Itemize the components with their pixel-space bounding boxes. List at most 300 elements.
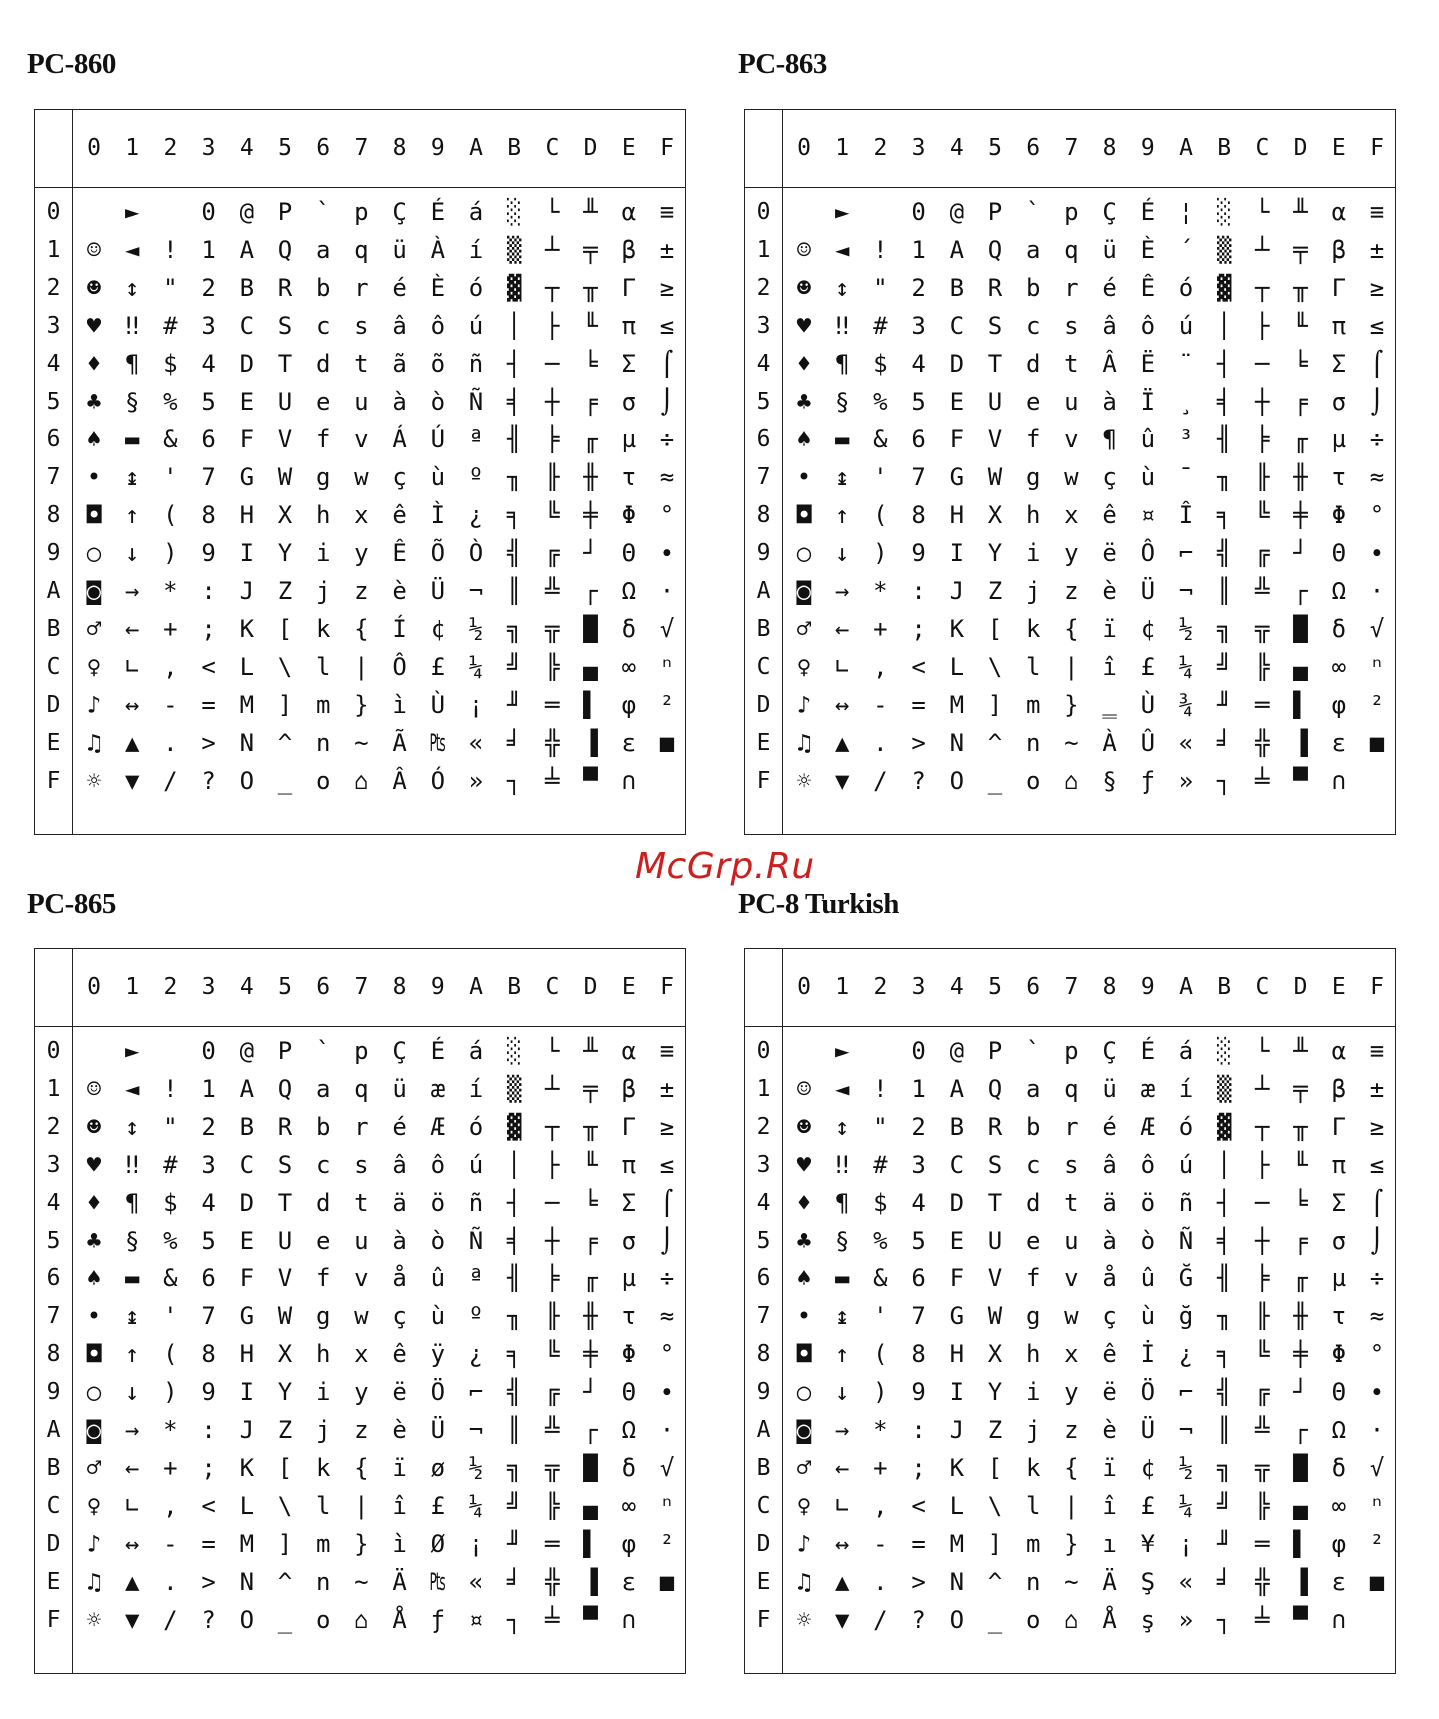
character-cell: S	[277, 311, 293, 340]
character-cell: •	[796, 1302, 812, 1331]
character-cell: \	[987, 652, 1003, 681]
character-cell: e	[1025, 1226, 1041, 1255]
character-cell: ◄	[834, 235, 850, 264]
character-cell: ı	[1102, 1529, 1117, 1558]
character-cell: ☼	[86, 766, 102, 795]
character-cell: V	[987, 1264, 1003, 1293]
character-cell: φ	[1331, 690, 1347, 719]
character-cell: ♥	[796, 1150, 812, 1179]
character-cell: ■	[1369, 1567, 1385, 1596]
character-cell: ⌐	[1178, 1378, 1194, 1407]
character-cell: ª	[468, 425, 484, 454]
character-cell: ì	[392, 1529, 407, 1558]
character-cell: q	[1064, 235, 1079, 264]
character-cell: q	[354, 1074, 369, 1103]
row-header: E	[756, 729, 771, 756]
character-cell: ╪	[1293, 1340, 1308, 1369]
character-cell: F	[239, 425, 255, 454]
row-header: 9	[756, 540, 771, 567]
character-cell: D	[239, 1188, 255, 1217]
character-cell: |	[1064, 652, 1079, 681]
character-cell: 5	[201, 387, 216, 416]
character-cell: Θ	[621, 1378, 637, 1407]
character-cell: d	[315, 349, 331, 378]
character-cell: \	[277, 652, 293, 681]
character-cell: á	[468, 198, 484, 226]
row-header: 1	[46, 236, 61, 263]
character-cell: y	[354, 539, 369, 568]
character-cell: ╤	[583, 235, 598, 264]
character-cell: ε	[1331, 1567, 1347, 1596]
character-cell: _	[277, 1605, 293, 1634]
row-header: C	[756, 653, 771, 680]
column-header: E	[1331, 135, 1346, 161]
character-cell: ^	[277, 1567, 293, 1596]
column-header: 6	[316, 135, 331, 161]
character-cell: ┘	[1293, 1378, 1308, 1407]
character-cell: '	[163, 1302, 178, 1331]
character-cell: ╠	[545, 1491, 560, 1520]
character-cell: X	[277, 1340, 293, 1369]
character-cell: Θ	[621, 539, 637, 568]
character-cell: Æ	[430, 1112, 446, 1141]
character-cell: ≤	[1369, 311, 1385, 340]
character-cell: /	[873, 1605, 888, 1634]
character-cell: g	[1025, 463, 1041, 492]
character-cell: Ã	[392, 728, 407, 757]
character-cell: →	[124, 577, 140, 605]
character-cell: Ù	[430, 690, 446, 719]
character-cell: Ä	[392, 1567, 407, 1596]
character-cell: σ	[1331, 1226, 1347, 1255]
character-cell: L	[949, 1491, 965, 1520]
character-cell: ☺	[796, 235, 812, 264]
character-cell: ·	[659, 577, 675, 605]
character-cell: ╪	[583, 1340, 598, 1369]
character-cell: ∙	[659, 539, 675, 568]
character-cell: l	[315, 652, 331, 681]
character-cell: t	[1064, 349, 1079, 378]
row-header: 6	[46, 426, 61, 453]
character-cell: )	[873, 1378, 888, 1407]
character-cell: ╜	[1216, 1529, 1232, 1558]
character-cell: ê	[392, 501, 407, 530]
character-cell: N	[949, 728, 965, 757]
character-cell: ç	[1102, 463, 1117, 492]
character-cell: ╛	[506, 1567, 522, 1596]
character-cell: (	[873, 1340, 888, 1369]
character-cell: ø	[430, 1453, 446, 1482]
character-cell: ö	[1140, 1188, 1156, 1217]
character-cell: P	[987, 1037, 1003, 1065]
character-cell: Ø	[430, 1529, 446, 1558]
character-cell: à	[1102, 387, 1117, 416]
character-cell: ²	[1369, 1529, 1385, 1558]
column-header: 1	[835, 135, 850, 161]
character-cell: Z	[277, 1416, 293, 1444]
character-cell: s	[1064, 311, 1079, 340]
character-cell: ¼	[1178, 652, 1194, 681]
character-cell: z	[354, 1416, 369, 1444]
character-cell: İ	[1140, 1340, 1156, 1369]
character-cell: â	[1102, 311, 1117, 340]
character-cell: ├	[545, 311, 560, 340]
row-header: A	[46, 578, 61, 604]
character-cell: ☺	[86, 235, 102, 264]
character-cell: α	[621, 1037, 637, 1065]
character-cell: |	[354, 652, 369, 681]
character-cell: ∟	[124, 652, 140, 681]
character-cell: ^	[987, 1567, 1003, 1596]
character-cell: t	[354, 349, 369, 378]
character-cell: ┴	[1255, 235, 1270, 264]
column-header: 7	[1064, 974, 1079, 1000]
character-cell: å	[1102, 1264, 1117, 1293]
character-cell: ╙	[583, 311, 598, 340]
character-cell: %	[163, 387, 178, 416]
column-header: C	[545, 135, 560, 161]
character-cell: Ò	[468, 539, 484, 568]
character-cell: ☼	[796, 766, 812, 795]
character-cell: ⌂	[354, 766, 369, 795]
character-cell: x	[354, 1340, 369, 1369]
character-cell: ÿ	[430, 1340, 446, 1369]
character-cell: _	[987, 1605, 1003, 1634]
character-cell: +	[163, 1453, 178, 1482]
character-cell: ■	[1369, 728, 1385, 757]
character-cell: Ç	[1102, 198, 1117, 226]
character-cell: È	[430, 273, 446, 302]
character-cell: Ş	[1140, 1567, 1156, 1596]
character-cell: ☺	[86, 1074, 102, 1103]
row-header: 7	[46, 1303, 61, 1330]
character-cell: ↑	[834, 1340, 850, 1369]
character-cell: ⁿ	[659, 1491, 675, 1520]
character-cell: â	[1102, 1150, 1117, 1179]
character-cell: ş	[1140, 1605, 1156, 1634]
character-cell: ▌	[1293, 1529, 1308, 1558]
character-cell: ═	[1255, 690, 1270, 719]
character-cell: ¼	[468, 652, 484, 681]
character-cell: ╪	[1293, 501, 1308, 530]
character-cell: ╚	[1255, 501, 1270, 530]
character-cell: n	[1025, 728, 1041, 757]
character-cell: V	[987, 425, 1003, 454]
character-cell: W	[987, 1302, 1003, 1331]
character-cell: σ	[1331, 387, 1347, 416]
character-cell: ⌐	[1178, 539, 1194, 568]
character-cell: ⌠	[1369, 1188, 1385, 1217]
character-cell: ⌡	[1369, 387, 1385, 416]
row-header: 1	[46, 1075, 61, 1102]
character-cell: Ç	[392, 1037, 407, 1065]
character-cell: 4	[201, 1188, 216, 1217]
character-cell: f	[1025, 425, 1041, 454]
column-header: 2	[873, 135, 888, 161]
character-cell: ╓	[1293, 1264, 1308, 1293]
character-cell: F	[949, 425, 965, 454]
character-cell: ù	[1140, 463, 1156, 492]
character-cell: e	[315, 1226, 331, 1255]
character-cell: X	[987, 1340, 1003, 1369]
character-cell: £	[430, 652, 446, 681]
character-cell: Á	[392, 425, 407, 454]
character-cell: 8	[911, 501, 926, 530]
character-cell: ╔	[545, 1378, 560, 1407]
character-cell: {	[354, 1453, 369, 1482]
character-cell: ▲	[124, 1567, 140, 1596]
character-cell: ñ	[1178, 1188, 1194, 1217]
character-cell: ☺	[796, 1074, 812, 1103]
character-cell: √	[659, 1453, 675, 1482]
character-cell: →	[834, 1416, 850, 1444]
character-cell: .	[163, 1567, 178, 1596]
character-cell: ┘	[583, 1378, 598, 1407]
character-cell: √	[1369, 614, 1385, 643]
row-header: D	[756, 1530, 771, 1557]
character-cell: •	[796, 463, 812, 492]
character-cell: ¡	[468, 690, 484, 719]
character-cell: ╛	[1216, 728, 1232, 757]
character-cell: É	[1140, 1037, 1156, 1065]
character-cell: ╧	[1255, 1605, 1270, 1634]
character-cell: b	[315, 273, 331, 302]
character-cell: µ	[621, 1264, 637, 1293]
character-cell: w	[354, 463, 369, 492]
column-header: 0	[87, 974, 101, 1000]
character-cell: ┤	[1216, 1188, 1232, 1217]
character-cell: ∙	[1369, 1378, 1385, 1407]
row-header: B	[46, 1454, 61, 1481]
character-cell: ‼	[834, 311, 850, 340]
character-cell: Y	[277, 1378, 293, 1407]
character-cell: ├	[545, 1150, 560, 1179]
character-cell: 4	[201, 349, 216, 378]
character-cell: ╞	[1255, 1264, 1270, 1293]
character-cell: 2	[201, 1112, 216, 1141]
character-cell: ┐	[506, 766, 522, 795]
character-cell: °	[659, 1340, 675, 1369]
character-cell: ╨	[583, 1037, 598, 1065]
column-header: C	[545, 974, 560, 1000]
character-cell: ▬	[124, 425, 140, 454]
character-cell: u	[354, 1226, 369, 1255]
code-table-pc8-turkish	[744, 948, 1396, 1674]
row-header: 2	[46, 1113, 61, 1140]
character-cell: ─	[1255, 349, 1270, 378]
character-cell: Å	[392, 1605, 407, 1634]
character-cell: _	[277, 766, 293, 795]
character-cell: û	[1140, 1264, 1156, 1293]
character-cell: │	[506, 1150, 522, 1179]
character-cell: ║	[506, 577, 522, 605]
character-cell: ▐	[1293, 728, 1308, 757]
character-cell: ╡	[506, 1226, 522, 1255]
character-cell: ∞	[1331, 652, 1347, 681]
character-cell: ┌	[583, 577, 598, 605]
character-cell: ▀	[1293, 1605, 1308, 1634]
character-cell: R	[987, 273, 1003, 302]
character-cell: ╖	[1216, 1302, 1232, 1331]
character-cell: ¶	[834, 1188, 850, 1217]
character-cell: é	[1102, 273, 1117, 302]
character-cell: Z	[987, 1416, 1003, 1444]
character-cell: ¬	[1178, 577, 1194, 605]
character-cell: V	[277, 1264, 293, 1293]
character-cell: ♀	[86, 1491, 102, 1520]
character-cell: 7	[911, 463, 926, 492]
character-cell: ┤	[506, 1188, 522, 1217]
character-cell: 1	[911, 1074, 926, 1103]
column-header: B	[507, 974, 522, 1000]
column-header: 7	[354, 135, 369, 161]
character-cell: ╗	[1216, 614, 1232, 643]
character-cell: └	[1255, 198, 1270, 226]
character-cell: f	[315, 425, 331, 454]
character-cell: ╢	[1216, 1264, 1232, 1293]
character-cell: *	[873, 1416, 888, 1444]
character-cell: f	[315, 1264, 331, 1293]
column-header: F	[660, 135, 674, 161]
character-cell: °	[1369, 1340, 1385, 1369]
row-header: 9	[46, 1379, 61, 1406]
character-cell: ∩	[1331, 766, 1347, 795]
character-cell: ?	[911, 766, 926, 795]
character-cell: ╣	[506, 1378, 522, 1407]
character-cell: É	[430, 198, 446, 226]
character-cell: ∞	[1331, 1491, 1347, 1520]
character-cell: 7	[911, 1302, 926, 1331]
column-header: 3	[911, 974, 926, 1000]
character-cell: ü	[392, 1074, 407, 1103]
character-cell: K	[239, 614, 255, 643]
character-cell: ≤	[659, 311, 675, 340]
character-cell: |	[354, 1491, 369, 1520]
character-cell: ╫	[1293, 463, 1308, 492]
character-cell: ¼	[468, 1491, 484, 1520]
row-header: 8	[46, 502, 61, 529]
character-cell: ù	[1140, 1302, 1156, 1331]
character-cell: ╞	[545, 425, 560, 454]
character-cell: $	[163, 1188, 178, 1217]
character-cell: H	[239, 1340, 255, 1369]
character-cell: ;	[201, 614, 216, 643]
character-cell: 2	[911, 273, 926, 302]
character-cell: ┤	[1216, 349, 1232, 378]
character-cell: i	[315, 539, 331, 568]
table-title-pc865: PC-865	[27, 888, 116, 920]
character-cell: ☻	[796, 273, 812, 302]
character-cell: ≈	[659, 1302, 675, 1331]
character-cell: ↑	[834, 501, 850, 530]
character-cell: T	[277, 349, 293, 378]
character-cell: <	[911, 652, 926, 681]
character-cell: @	[949, 1037, 965, 1065]
character-cell: Q	[987, 1074, 1003, 1103]
character-cell: ┐	[1216, 766, 1232, 795]
column-header: 3	[911, 135, 926, 161]
character-cell: ╒	[1293, 387, 1308, 416]
column-header: 9	[1140, 135, 1155, 161]
character-cell: ░	[1216, 198, 1232, 226]
character-cell: ╖	[506, 1302, 522, 1331]
character-cell: [	[277, 1453, 293, 1482]
character-cell: ╙	[1293, 1150, 1308, 1179]
character-cell: »	[1178, 766, 1194, 795]
character-cell: ò	[1140, 1226, 1156, 1255]
character-cell: Ö	[430, 1378, 446, 1407]
character-cell: è	[1102, 577, 1117, 605]
character-cell: ╟	[1255, 463, 1270, 492]
character-cell: ╠	[545, 652, 560, 681]
row-header: 8	[756, 1341, 771, 1368]
character-cell: í	[1178, 1074, 1194, 1103]
character-cell: ┴	[545, 235, 560, 264]
column-header: E	[621, 135, 636, 161]
character-cell: o	[315, 766, 331, 795]
character-cell: F	[239, 1264, 255, 1293]
character-cell: ╛	[1216, 1567, 1232, 1596]
character-cell: ¯	[1178, 463, 1194, 492]
character-cell: 7	[201, 463, 216, 492]
character-cell: v	[1064, 1264, 1079, 1293]
character-cell: ╛	[506, 728, 522, 757]
character-cell: ≈	[1369, 1302, 1385, 1331]
character-cell: Ê	[392, 539, 407, 568]
character-cell: É	[1140, 198, 1156, 226]
character-cell: ┬	[1255, 273, 1270, 302]
character-cell: ◄	[834, 1074, 850, 1103]
character-cell: ←	[834, 1453, 850, 1482]
character-cell: ÷	[1369, 1264, 1385, 1293]
character-cell: ≥	[659, 273, 675, 302]
character-cell: §	[1102, 766, 1117, 795]
character-cell: 0	[201, 198, 216, 226]
character-cell: ↓	[124, 1378, 140, 1407]
column-header: 6	[1026, 135, 1041, 161]
character-cell: E	[949, 1226, 965, 1255]
character-cell: 8	[201, 1340, 216, 1369]
character-cell: ┼	[545, 387, 560, 416]
character-cell: *	[163, 1416, 178, 1444]
character-cell: w	[1064, 1302, 1079, 1331]
character-cell: ù	[430, 463, 446, 492]
character-cell: G	[949, 463, 965, 492]
character-cell: é	[1102, 1112, 1117, 1141]
character-cell: ±	[659, 1074, 675, 1103]
row-header: E	[46, 1568, 61, 1595]
column-header: B	[1217, 974, 1232, 1000]
character-cell: À	[1102, 728, 1117, 757]
character-cell: √	[659, 614, 675, 643]
column-header: D	[583, 974, 598, 1000]
character-cell: I	[949, 1378, 965, 1407]
character-cell: r	[1064, 273, 1079, 302]
character-cell: x	[1064, 501, 1079, 530]
character-cell: ♣	[796, 1226, 812, 1255]
character-cell: ╙	[1293, 311, 1308, 340]
character-cell: :	[911, 1416, 926, 1444]
character-cell: j	[315, 1416, 331, 1444]
character-cell: Φ	[1331, 1340, 1347, 1369]
character-cell: u	[1064, 1226, 1079, 1255]
character-cell: ∙	[659, 1378, 675, 1407]
character-cell: ╬	[1255, 728, 1270, 757]
character-cell: Ü	[1140, 577, 1156, 605]
character-cell: ◄	[124, 235, 140, 264]
character-cell: N	[239, 728, 255, 757]
character-cell: )	[163, 1378, 178, 1407]
